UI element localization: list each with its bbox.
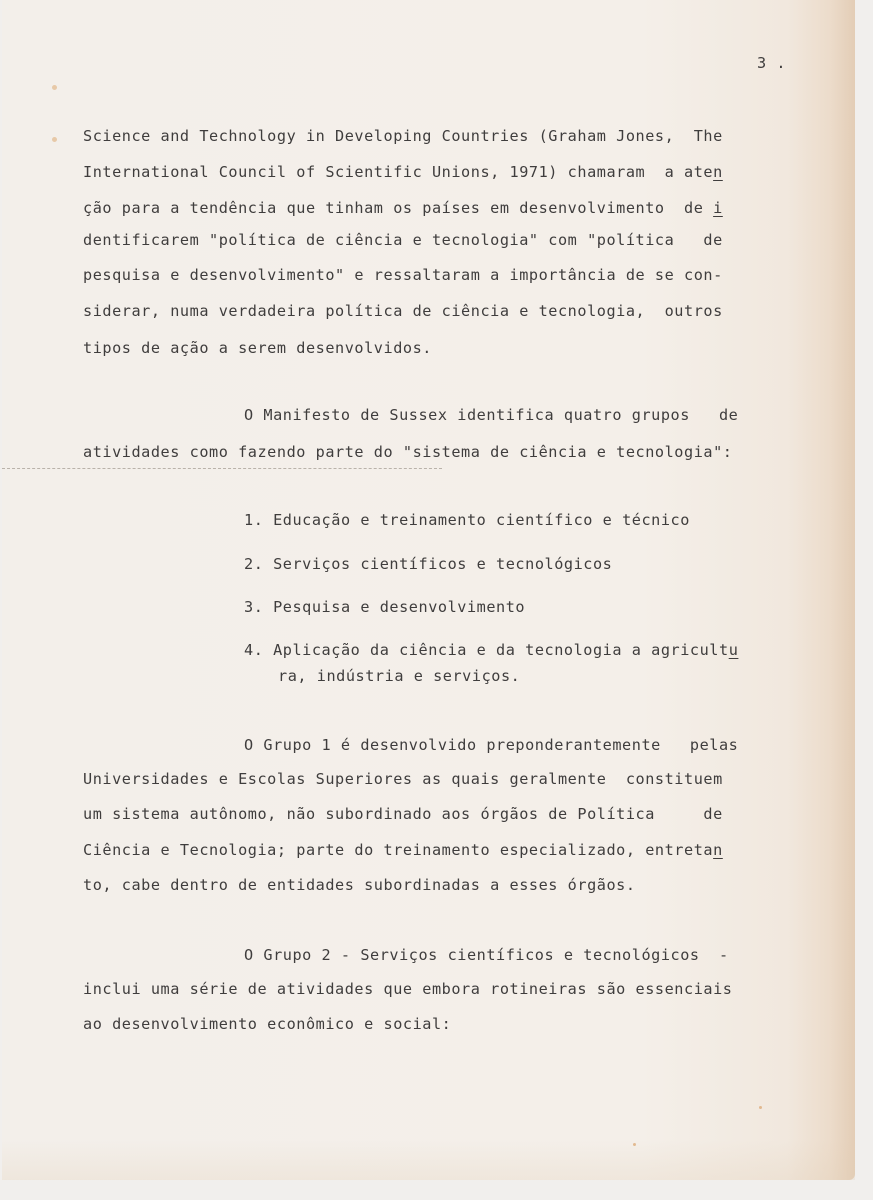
list-item: 4. Aplicação da ciência e da tecnologia a agricultu [244, 641, 739, 659]
text-line: siderar, numa verdadeira política de ciência e tecnologia, outros [83, 302, 723, 320]
text-line: tipos de ação a serem desenvolvidos. [83, 339, 432, 357]
stain-spot [759, 1106, 762, 1109]
text-line: to, cabe dentro de entidades subordinadas a esses órgãos. [83, 876, 636, 894]
list-number: 1. [244, 511, 264, 529]
text-line: O Grupo 2 - Serviços científicos e tecnológicos - [244, 946, 729, 964]
text-line: um sistema autônomo, não subordinado aos órgãos de Política de [83, 805, 723, 823]
punch-mark [52, 85, 57, 90]
text-line: O Manifesto de Sussex identifica quatro grupos de [244, 406, 739, 424]
text-line: ao desenvolvimento econômico e social: [83, 1015, 452, 1033]
list-number: 4. [244, 641, 264, 659]
list-number: 3. [244, 598, 264, 616]
fold-line [2, 468, 442, 469]
list-item: 2. Serviços científicos e tecnológicos [244, 555, 613, 573]
text-line: Science and Technology in Developing Countries (Graham Jones, The [83, 127, 723, 145]
text-line: inclui uma série de atividades que embora rotineiras são essenciais [83, 980, 733, 998]
list-number: 2. [244, 555, 264, 573]
list-item: 3. Pesquisa e desenvolvimento [244, 598, 526, 616]
list-item: 1. Educação e treinamento científico e técnico [244, 511, 690, 529]
hyphen-mark: n [713, 163, 723, 181]
text-line: dentificarem "política de ciência e tecnologia" com "política de [83, 231, 723, 249]
text-line: atividades como fazendo parte do "sistema de ciência e tecnologia": [83, 443, 733, 461]
punch-mark [52, 137, 57, 142]
hyphen-mark: u [728, 641, 739, 659]
text-line: pesquisa e desenvolvimento" e ressaltaram a importância de se con- [83, 266, 723, 284]
text-line: International Council of Scientific Unions, 1971) chamaram a aten [83, 163, 723, 181]
list-item-continuation: ra, indústria e serviços. [278, 667, 521, 685]
text-line: ção para a tendência que tinham os países em desenvolvimento de i [83, 199, 723, 217]
text-line: O Grupo 1 é desenvolvido preponderantemente pelas [244, 736, 739, 754]
hyphen-mark: i [713, 199, 723, 217]
hyphen-mark: n [713, 841, 723, 859]
page-number: 3 . [757, 54, 787, 72]
text-line: Universidades e Escolas Superiores as quais geralmente constituem [83, 770, 723, 788]
text-line: Ciência e Tecnologia; parte do treinamento especializado, entretan [83, 841, 723, 859]
stain-spot [633, 1143, 636, 1146]
